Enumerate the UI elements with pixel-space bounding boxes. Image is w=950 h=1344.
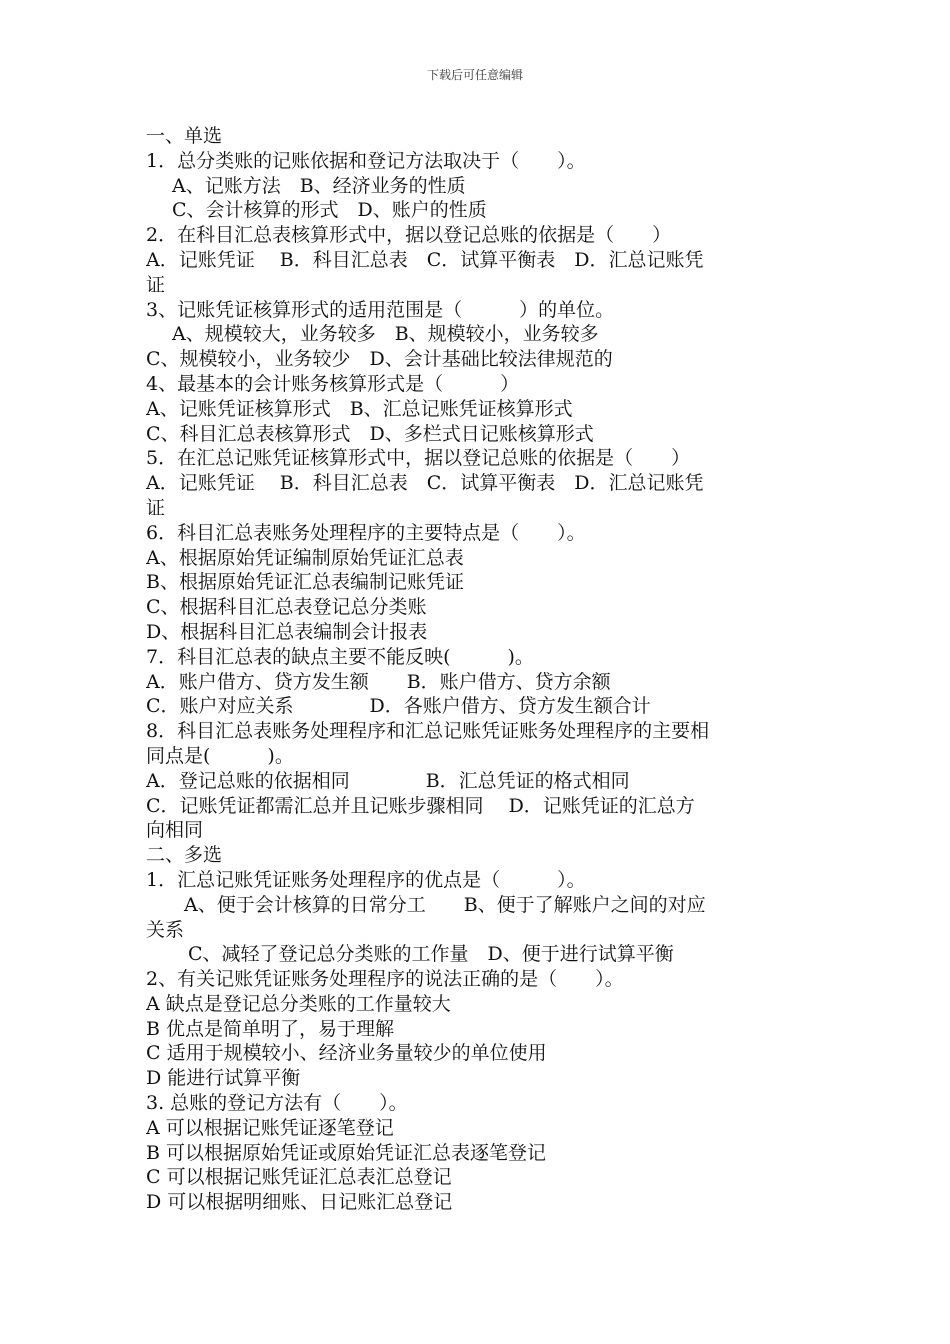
multi-question-2-option-a: A 缺点是登记总分类账的工作量较大 — [146, 992, 451, 1015]
question-5-options: A．记账凭证 B．科目汇总表 C．试算平衡表 D．汇总记账凭 — [146, 472, 704, 495]
question-6-stem: 6．科目汇总表账务处理程序的主要特点是（ ）。 — [146, 521, 586, 544]
multi-question-1-options-cd: C、减轻了登记总分类账的工作量 D、便于进行试算平衡 — [188, 943, 674, 966]
question-3-options-cd: C、规模较小，业务较少 D、会计基础比较法律规范的 — [146, 348, 613, 371]
question-7-options-ab: A．账户借方、贷方发生额 B．账户借方、贷方余额 — [146, 670, 611, 693]
multi-question-2-stem: 2、有关记账凭证账务处理程序的说法正确的是（ ）。 — [146, 968, 624, 991]
question-1-stem: 1．总分类账的记账依据和登记方法取决于（ ）。 — [146, 149, 586, 172]
question-3-options-ab: A、规模较大，业务较多 B、规模较小，业务较多 — [172, 323, 599, 346]
question-6-option-d: D、根据科目汇总表编制会计报表 — [146, 620, 428, 643]
question-4-options-cd: C、科目汇总表核算形式 D、多栏式日记账核算形式 — [146, 422, 594, 445]
question-8-stem: 8．科目汇总表账务处理程序和汇总记账凭证账务处理程序的主要相 — [146, 720, 710, 743]
question-8-options-wrap: 向相同 — [146, 819, 204, 842]
question-6-option-a: A、根据原始凭证编制原始凭证汇总表 — [146, 546, 464, 569]
multi-question-3-option-a: A 可以根据记账凭证逐笔登记 — [146, 1116, 394, 1139]
question-1-options-ab: A、记账方法 B、经济业务的性质 — [172, 174, 466, 197]
multi-question-2-option-b: B 优点是简单明了，易于理解 — [146, 1017, 395, 1040]
section-heading-single-choice: 一、单选 — [146, 125, 223, 147]
question-4-stem: 4、最基本的会计账务核算形式是（ ） — [146, 372, 520, 395]
question-2-options-wrap: 证 — [146, 273, 166, 296]
question-3-stem: 3、记账凭证核算形式的适用范围是（ ）的单位。 — [146, 298, 615, 321]
question-8-options-ab: A．登记总账的依据相同 B．汇总凭证的格式相同 — [146, 769, 630, 792]
question-8-options-cd: C．记账凭证都需汇总并且记账步骤相同 D．记账凭证的汇总方 — [146, 794, 695, 817]
question-6-option-c: C、根据科目汇总表登记总分类账 — [146, 596, 427, 619]
section-heading-multiple-choice: 二、多选 — [146, 844, 223, 867]
multi-question-3-option-d: D 可以根据明细账、日记账汇总登记 — [146, 1191, 453, 1214]
multi-question-1-stem: 1．汇总记账凭证账务处理程序的优点是（ ）。 — [146, 868, 586, 891]
question-5-options-wrap: 证 — [146, 496, 166, 519]
multi-question-3-option-c: C 可以根据记账凭证汇总表汇总登记 — [146, 1166, 452, 1189]
multi-question-3-stem: 3. 总账的登记方法有（ ）。 — [146, 1092, 408, 1115]
multi-question-1-options-ab: A、便于会计核算的日常分工 B、便于了解账户之间的对应 — [184, 893, 706, 916]
multi-question-1-options-wrap: 关系 — [146, 918, 185, 941]
question-8-stem-wrap: 同点是( )。 — [146, 744, 294, 767]
page-header: 下载后可任意编辑 — [426, 68, 523, 82]
multi-question-2-option-c: C 适用于规模较小、经济业务量较少的单位使用 — [146, 1042, 547, 1065]
question-1-options-cd: C、会计核算的形式 D、账户的性质 — [172, 199, 487, 222]
document-body — [146, 124, 811, 1215]
question-5-stem: 5．在汇总记账凭证核算形式中，据以登记总账的依据是（ ） — [146, 447, 691, 470]
question-7-options-cd: C．账户对应关系 D．各账户借方、贷方发生额合计 — [146, 695, 651, 718]
question-6-option-b: B、根据原始凭证汇总表编制记账凭证 — [146, 571, 464, 594]
question-4-options-ab: A、记账凭证核算形式 B、汇总记账凭证核算形式 — [146, 397, 573, 420]
question-2-options: A．记账凭证 B．科目汇总表 C．试算平衡表 D．汇总记账凭 — [146, 248, 704, 271]
question-7-stem: 7．科目汇总表的缺点主要不能反映( )。 — [146, 645, 534, 668]
multi-question-2-option-d: D 能进行试算平衡 — [146, 1067, 301, 1090]
question-2-stem: 2．在科目汇总表核算形式中，据以登记总账的依据是（ ） — [146, 224, 672, 247]
multi-question-3-option-b: B 可以根据原始凭证或原始凭证汇总表逐笔登记 — [146, 1141, 547, 1164]
